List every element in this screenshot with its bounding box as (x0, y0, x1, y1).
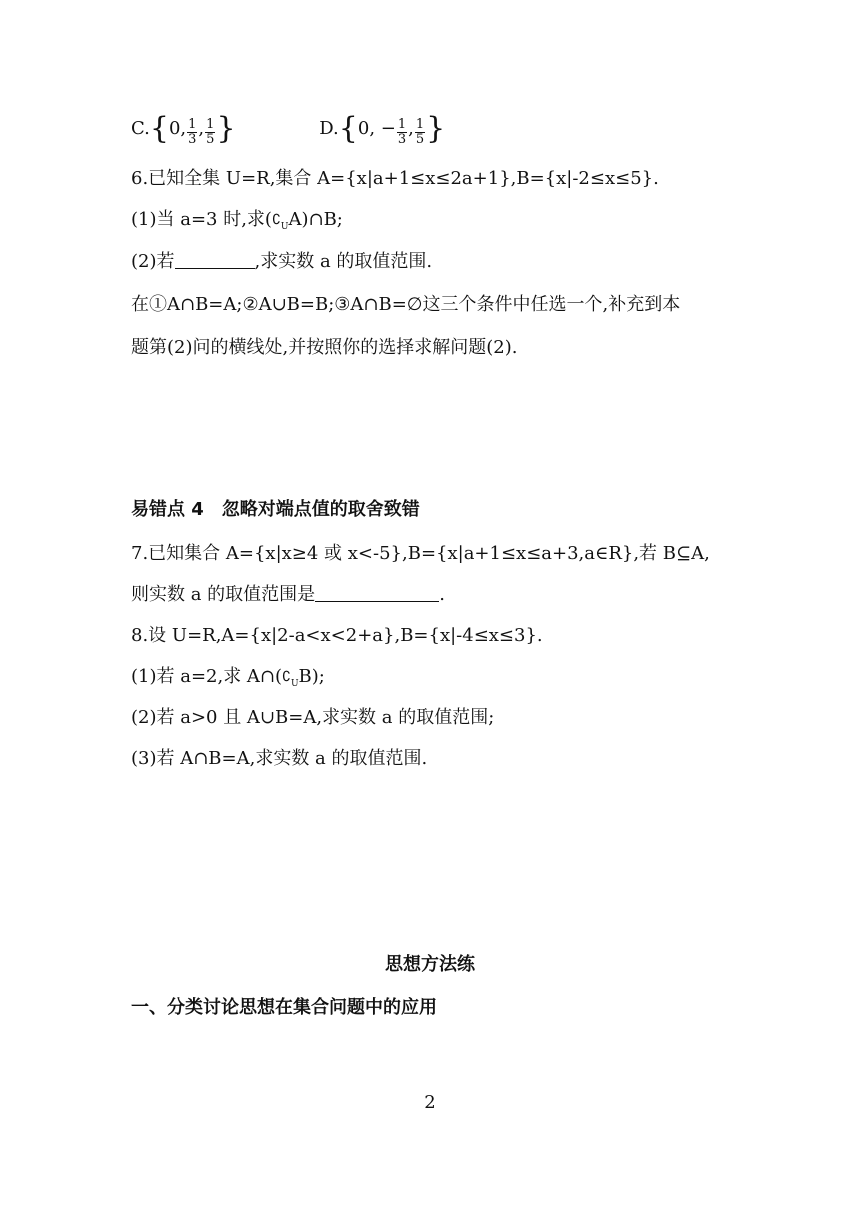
q8-part2: (2)若 a>0 且 A∪B=A,求实数 a 的取值范围; (131, 707, 495, 728)
fraction-numerator: 1 (397, 117, 407, 132)
option-d-first: 0, − (357, 118, 396, 139)
fraction (397, 118, 407, 147)
q7-line2-text: 则实数 a 的取值范围是 (131, 584, 316, 605)
fraction-numerator: 1 (188, 117, 197, 132)
complement-subscript: U (280, 222, 289, 232)
fraction (415, 118, 425, 147)
q8-part1-text: (1)若 a=2,求 A∩( (131, 666, 283, 687)
left-brace: { (149, 111, 169, 146)
option-c-label: C. (131, 118, 150, 139)
left-brace: { (338, 111, 358, 146)
page-number: 2 (424, 1092, 436, 1113)
methods-title: 思想方法练 (385, 954, 475, 975)
fraction-numerator: 1 (206, 117, 215, 132)
q6-choice-line2: 题第(2)问的横线处,并按照你的选择求解问题(2). (131, 337, 518, 358)
q8-part3: (3)若 A∩B=A,求实数 a 的取值范围. (131, 748, 428, 769)
q7-line1: 7.已知集合 A={x|x≥4 或 x<-5},B={x|a+1≤x≤a+3,a∈R},若 B⊆A, (131, 543, 710, 564)
q6-stem: 6.已知全集 U=R,集合 A={x|a+1≤x≤2a+1},B={x|-2≤x≤5}. (131, 168, 659, 189)
fraction (205, 118, 215, 147)
q8-part1 (131, 664, 325, 697)
fraction-denominator: 5 (415, 132, 425, 147)
option-d (319, 111, 446, 147)
q6-part1-text-end: A)∩B; (288, 209, 343, 230)
q6-choice-line1: 在①A∩B=A;②A∪B=B;③A∩B=∅这三个条件中任选一个,补充到本 (131, 294, 681, 315)
q6-part2-text: (2)若 (131, 251, 175, 272)
option-c-first: 0, (168, 118, 187, 139)
right-brace: } (216, 111, 236, 146)
option-d-label: D. (319, 118, 339, 139)
methods-subheading: 一、分类讨论思想在集合问题中的应用 (131, 997, 437, 1018)
complement-symbol: ∁ (271, 212, 281, 228)
fraction-denominator: 5 (206, 132, 215, 147)
q8-part1-text-end: B); (298, 666, 325, 687)
complement-symbol: ∁ (282, 669, 291, 685)
comma: , (408, 118, 414, 139)
q6-part1-text: (1)当 a=3 时,求( (131, 209, 272, 230)
fraction-denominator: 3 (188, 132, 197, 147)
q6-part2 (131, 249, 432, 275)
q7-line2 (131, 582, 445, 608)
q6-part2-text-end: ,求实数 a 的取值范围. (254, 251, 433, 272)
fraction-denominator: 3 (397, 132, 407, 147)
q5-options-line (131, 111, 446, 147)
option-c (131, 111, 236, 147)
answer-blank[interactable] (315, 583, 439, 602)
comma: , (198, 118, 205, 139)
q7-line2-end: . (439, 584, 445, 605)
fraction (187, 118, 197, 147)
section-heading: 易错点 4 忽略对端点值的取舍致错 (131, 499, 420, 520)
q6-part1 (131, 207, 343, 240)
q8-stem: 8.设 U=R,A={x|2-a<x<2+a},B={x|-4≤x≤3}. (131, 625, 543, 646)
right-brace: } (426, 111, 446, 146)
answer-blank[interactable] (175, 250, 255, 269)
complement-subscript: U (290, 679, 299, 689)
fraction-numerator: 1 (415, 117, 425, 132)
